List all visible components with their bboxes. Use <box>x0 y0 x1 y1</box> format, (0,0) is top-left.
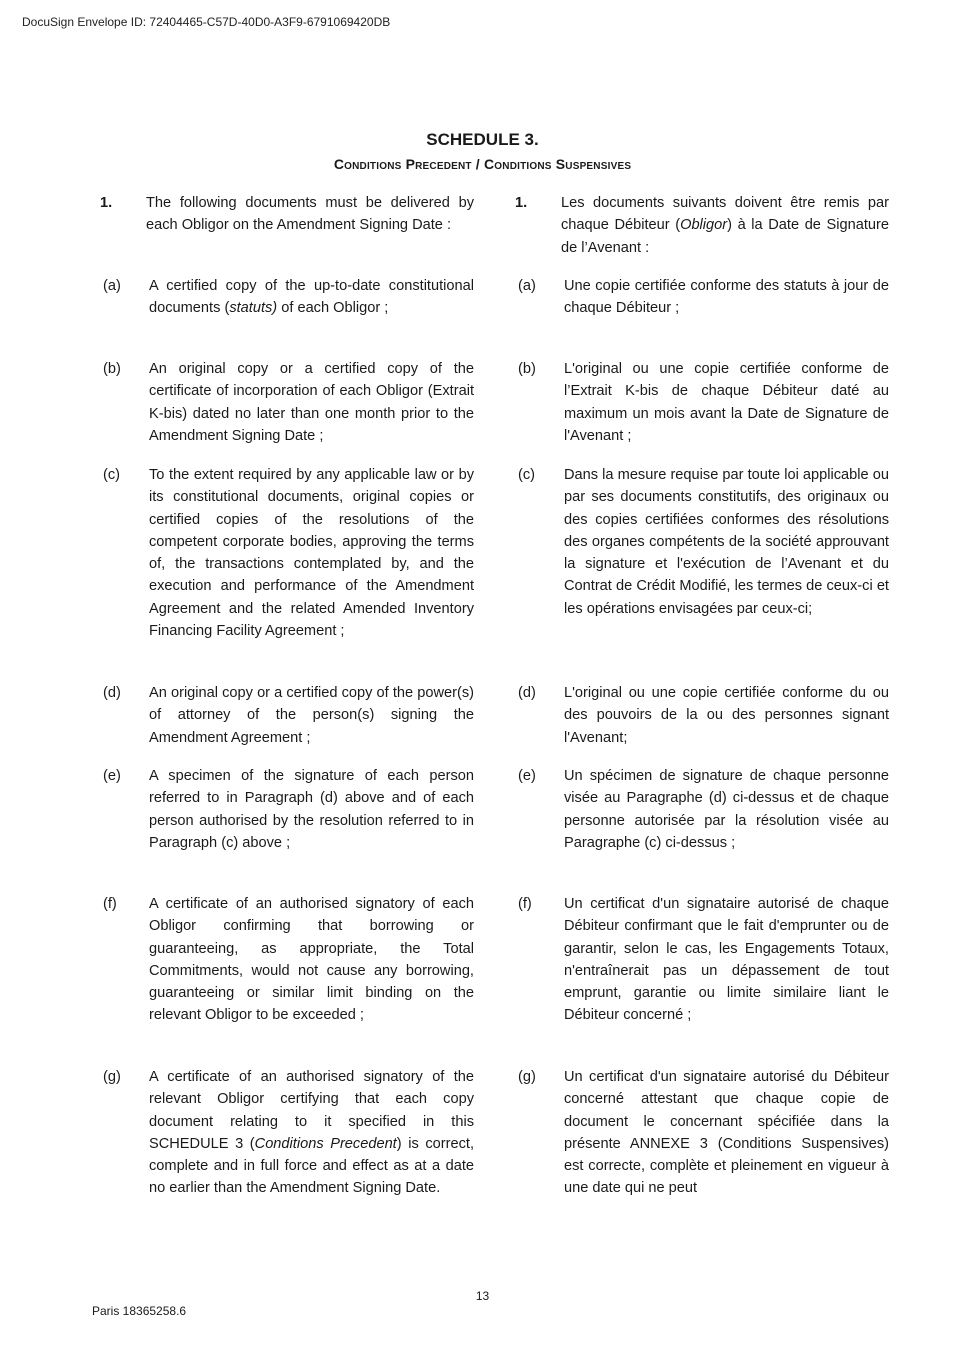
item-label: (e) <box>103 768 121 784</box>
item-label: (b) <box>103 361 121 377</box>
english-intro-text: The following documents must be delivered by each Obligor on the Amendment Signing Date : <box>146 195 474 234</box>
french-item-b <box>515 358 889 447</box>
item-text: An original copy or a certified copy of the certificate of incorporation of each Obligor (Extrait K-bis) dated no later than one month prior to the Amendment Signing Date ; <box>149 361 474 444</box>
item-text: L'original ou une copie certifiée conforme du ou des pouvoirs de la ou des personnes signant l'Avenant; <box>564 685 889 746</box>
item-text: L'original ou une copie certifiée conforme de l’Extrait K-bis de chaque Débiteur daté au maximum un mois avant la Date de Signature de l'Avenant ; <box>564 361 889 444</box>
french-intro-number: 1. <box>515 195 528 211</box>
item-label: (a) <box>103 278 121 294</box>
item-label: (d) <box>518 685 536 701</box>
schedule-title: SCHEDULE 3. <box>426 130 539 149</box>
item-label: (f) <box>518 896 532 912</box>
english-item-b <box>100 358 474 447</box>
english-intro <box>100 192 474 237</box>
item-text: Un spécimen de signature de chaque personne visée au Paragraphe (d) ci-dessus et de chaque personne autorisée par la résolution visée au Paragraphe (c) ci-dessus ; <box>564 768 889 851</box>
item-text: To the extent required by any applicable law or by its constitutional documents, original copies or certified copies of the resolutions of the competent corporate bodies, approving the terms of, the transactions contemplated by, and the execution and performance of the Amendment Agreement and the related Amended Inventory Financing Facility Agreement ; <box>149 467 474 640</box>
item-label: (f) <box>103 896 117 912</box>
item-text: Une copie certifiée conforme des statuts à jour de chaque Débiteur ; <box>564 278 889 317</box>
item-text: A certificate of an authorised signatory of the relevant Obligor certifying that each copy document relating to it specified in this SCHEDULE 3 (Conditions Precedent) is correct, complete and in full force and effect as at a date no earlier than the Amendment Signing Date. <box>149 1069 475 1197</box>
item-label: (c) <box>518 467 536 483</box>
english-item-f <box>100 893 474 1027</box>
french-item-c <box>515 464 889 620</box>
item-label: (a) <box>518 278 536 294</box>
item-label: (b) <box>518 361 536 377</box>
french-item-e <box>515 765 889 854</box>
item-text: Un certificat d'un signataire autorisé du Débiteur concerné attestant que chaque copie de document le concernant spécifiée dans la présente ANNEXE 3 (Conditions Suspensives) est correcte, complète et pleinement en vigueur à une date qui ne peut <box>564 1069 889 1197</box>
english-item-c <box>100 464 474 642</box>
french-item-d <box>515 682 889 749</box>
item-text: A specimen of the signature of each person referred to in Paragraph (d) above and of each person authorised by the resolution referred to in Paragraph (c) above ; <box>149 768 474 851</box>
schedule-subtitle <box>0 156 965 172</box>
item-label: (d) <box>103 685 121 701</box>
english-item-a <box>100 275 474 320</box>
page-number: 13 <box>475 1289 490 1303</box>
french-item-a <box>515 275 889 320</box>
english-item-g <box>100 1066 474 1200</box>
item-label: (g) <box>518 1069 536 1085</box>
english-intro-number: 1. <box>100 195 113 211</box>
item-label: (c) <box>103 467 121 483</box>
item-text: A certified copy of the up-to-date constitutional documents (statuts) of each Obligor ; <box>149 278 474 317</box>
english-item-d <box>100 682 474 749</box>
document-reference: Paris 18365258.6 <box>92 1304 187 1318</box>
item-text: An original copy or a certified copy of the power(s) of attorney of the person(s) signing the Amendment Agreement ; <box>149 685 474 746</box>
item-text: Un certificat d'un signataire autorisé de chaque Débiteur confirmant que le fait d'emprunter ou de garantir, selon le cas, les Engagements Totaux, n'entraînerait pas un dépassement de tout emprunt, garantie ou limite similaire liant le Débiteur concerné ; <box>564 896 889 1024</box>
french-intro-text: Les documents suivants doivent être remis par chaque Débiteur (Obligor) à la Date de Signature de l’Avenant : <box>561 195 889 256</box>
item-label: (e) <box>518 768 536 784</box>
item-text: Dans la mesure requise par toute loi applicable ou par ses documents constitutifs, des originaux ou des copies certifiées conformes des résolutions des organes compétents de la société approuvant la signature et l'exécution de l’Avenant et du Contrat de Crédit Modifié, les termes de ceux-ci et les opérations envisagées par ceux-ci; <box>564 467 889 617</box>
french-item-f <box>515 893 889 1027</box>
item-text: A certificate of an authorised signatory of each Obligor confirming that borrowing or guaranteeing, as appropriate, the Total Commitments, would not cause any borrowing, guaranteeing or similar limit binding on the relevant Obligor to be exceeded ; <box>149 896 474 1024</box>
french-intro <box>515 192 889 259</box>
subtitle-text: Conditions Precedent / Conditions Suspensives <box>333 156 632 172</box>
item-label: (g) <box>103 1069 121 1085</box>
french-item-g <box>515 1066 889 1200</box>
english-item-e <box>100 765 474 854</box>
docusign-envelope-id: DocuSign Envelope ID: 72404465-C57D-40D0-A3F9-6791069420DB <box>22 15 391 29</box>
